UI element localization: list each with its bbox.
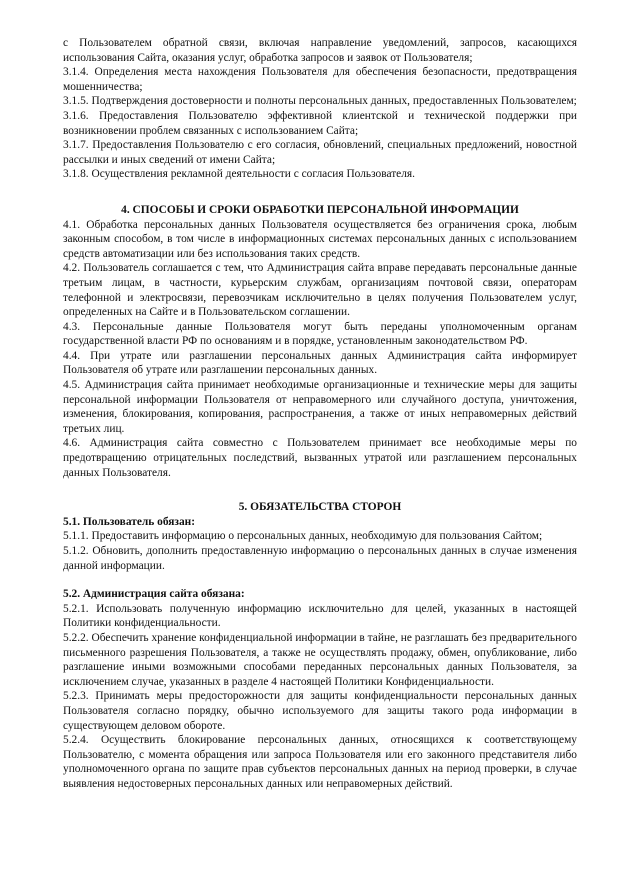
paragraph-3-1-6: 3.1.6. Предоставления Пользователю эффективной клиентской и технической поддержки при возникновении проблем связанных с использованием Сайта; — [63, 109, 577, 137]
paragraph-3-1-5: 3.1.5. Подтверждения достоверности и полноты персональных данных, предоставленных Пользователем; — [63, 95, 577, 108]
paragraph-4-2: 4.2. Пользователь соглашается с тем, что Администрация сайта вправе передавать персональные данные третьим лицам, в частности, курьерским службам, организациям почтовой связи, операторам телефонной и электросвязи, перевозчикам исключительно в целях получения Пользователем услуг, определенных на Сайте и в Пользовательском соглашении. — [63, 262, 577, 319]
paragraph-4-5: 4.5. Администрация сайта принимает необходимые организационные и технические меры для защиты персональной информации Пользователя от неправомерного или случайного доступа, уничтожения, изменения, блокирования, копирования, распространения, а также от иных неправомерных действий третьих лиц. — [63, 379, 577, 435]
section-4 — [63, 203, 577, 480]
paragraph-3-1-7: 3.1.7. Предоставления Пользователю с его согласия, обновлений, специальных предложений, новостной рассылки и иных сведений от имени Сайта; — [63, 139, 577, 166]
paragraph-3-1-3-continued: с Пользователем обратной связи, включая направление уведомлений, запросов, касающихся использования Сайта, оказания услуг, обработка запросов и заявок от Пользователя; — [63, 37, 577, 64]
section-5-heading: 5. ОБЯЗАТЕЛЬСТВА СТОРОН — [238, 501, 402, 514]
paragraph-4-6: 4.6. Администрация сайта совместно с Пользователем принимает все необходимые меры по предотвращению отрицательных последствий, вызванных утратой или разглашением персональных данных Пользователя. — [63, 437, 577, 479]
paragraph-5-2-4: 5.2.4. Осуществить блокирование персональных данных, относящихся к соответствующему Пользователю, с момента обращения или запроса Пользователя или его законного представителя либо уполномоченного органа по защите прав субъектов персональных данных на период проверки, в случае выявления недостоверных персональных данных или неправомерных действий. — [63, 734, 577, 790]
paragraph-4-3: 4.3. Персональные данные Пользователя могут быть переданы уполномоченным органам государственной власти РФ по основаниям и в порядке, установленным законодательством РФ. — [63, 320, 577, 348]
paragraph-3-1-8: 3.1.8. Осуществления рекламной деятельности с согласия Пользователя. — [63, 168, 416, 181]
paragraph-4-1: 4.1. Обработка персональных данных Пользователя осуществляется без ограничения срока, любым законным способом, в том числе в информационных системах персональных данных с использованием средств автоматизации или без использования таких средств. — [63, 218, 577, 260]
paragraph-5-2-3: 5.2.3. Принимать меры предосторожности для защиты конфиденциальности персональных данных Пользователя согласно порядку, обычно используемого для защиты такого рода информации в существующем деловом обороте. — [63, 690, 577, 732]
section-5 — [63, 500, 577, 791]
paragraph-5-1-2: 5.1.2. Обновить, дополнить предоставленную информацию о персональных данных в случае изменения данной информации. — [63, 545, 577, 572]
paragraph-5-1-1: 5.1.1. Предоставить информацию о персональных данных, необходимую для пользования Сайтом; — [63, 530, 543, 543]
paragraph-5-2-1: 5.2.1. Использовать полученную информацию исключительно для целей, указанных в настоящей Политики конфиденциальности. — [63, 602, 577, 630]
intro-block — [63, 36, 577, 182]
admin-obligations-heading: 5.2. Администрация сайта обязана: — [63, 588, 245, 601]
paragraph-4-4: 4.4. При утрате или разглашении персональных данных Администрация сайта информирует Пользователя об утрате или разглашении персональных данных. — [63, 349, 577, 377]
section-4-heading: 4. СПОСОБЫ И СРОКИ ОБРАБОТКИ ПЕРСОНАЛЬНОЙ ИНФОРМАЦИИ — [121, 203, 519, 216]
paragraph-5-2-2: 5.2.2. Обеспечить хранение конфиденциальной информации в тайне, не разглашать без предварительного письменного разрешения Пользователя, а также не осуществлять продажу, обмен, опубликование, либо разглашение иными возможными способами переданных персональных данных Пользователя, за исключением случае, указанных в разделе 4 настоящей Политики Конфиденциальности. — [63, 631, 577, 688]
user-obligations-heading: 5.1. Пользователь обязан: — [63, 515, 196, 528]
paragraph-3-1-4: 3.1.4. Определения места нахождения Пользователя для обеспечения безопасности, предотвращения мошенничества; — [63, 66, 577, 93]
